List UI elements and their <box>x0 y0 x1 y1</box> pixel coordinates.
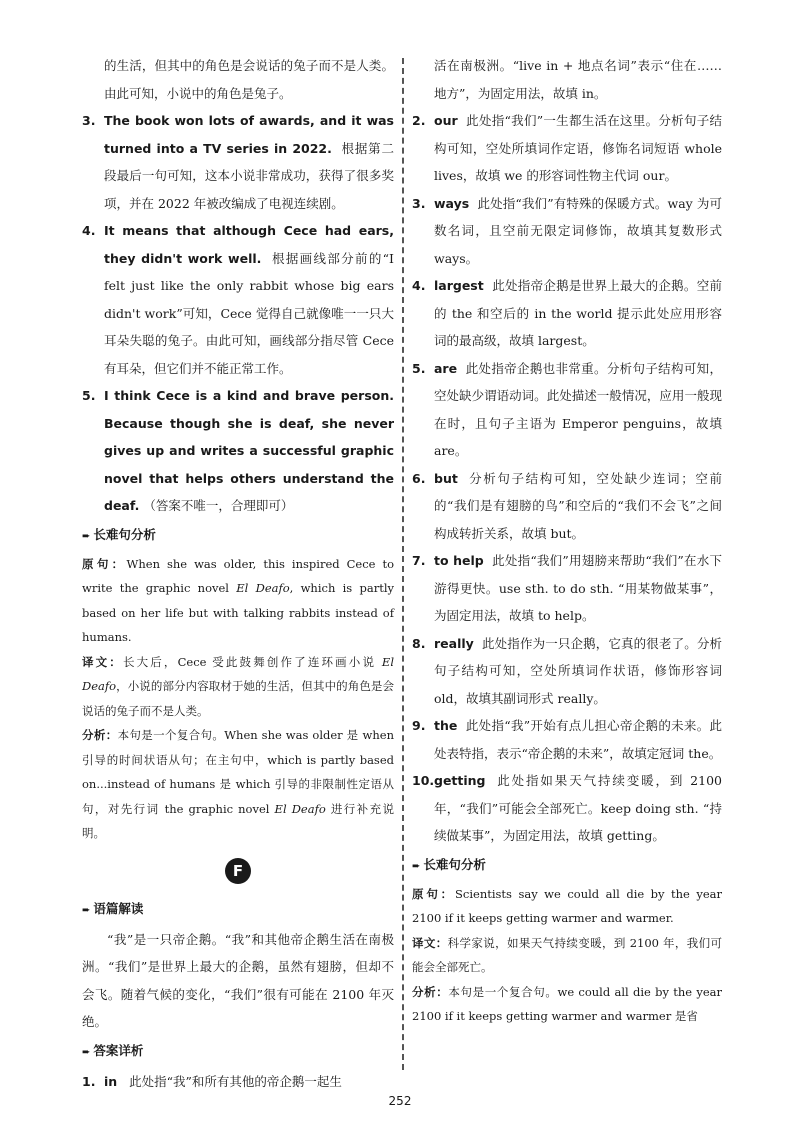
item-explanation: 此处指“我”和所有其他的帝企鹅一起生 <box>129 1073 342 1089</box>
item-answer: getting <box>434 773 486 788</box>
text: ，小说的部分内容取材于她的生活，但其中的角色是会说话的兔子而不是人类。 <box>82 679 394 718</box>
left-column <box>82 52 394 1095</box>
translation <box>412 931 722 980</box>
answer-item-9 <box>412 712 722 767</box>
text: 科学家说，如果天气持续变暖，到 2100 年，我们可能会全部死亡。 <box>412 935 723 974</box>
item-explanation: 此处指“我”开始有点儿担心帝企鹅的未来。此处表特指，表示“帝企鹅的未来”，故填定冠词 the。 <box>434 718 722 761</box>
item-explanation: 此处指“我们”有特殊的保暖方式。way 为可数名词，且空前无限定词修饰，故填其复数形式 ways。 <box>434 195 723 266</box>
original-sentence <box>82 552 394 650</box>
item-number: 1. <box>82 1073 96 1089</box>
item-explanation: （答案不唯一，合理即可） <box>143 498 294 513</box>
item-number: 6. <box>412 470 426 486</box>
label: 译文： <box>412 935 448 950</box>
answer-item-4 <box>82 217 394 382</box>
item-explanation: 此处指“我们”一生都生活在这里。分析句子结构可知，空处所填词作定语，修饰名词短语 whole lives，故填 we 的形容词性物主代词 our。 <box>434 113 722 183</box>
item-answer: largest <box>434 278 484 293</box>
text: 本句是一个复合句。When she was older 是 when 引导的时间状语从句；在主句中，which is partly based on...instead of humans 是 which 引导的非限制性定语从句，对先行词 the graphic novel <box>82 728 394 816</box>
item-number: 5. <box>412 360 426 376</box>
answer-item-7 <box>412 547 722 630</box>
item-answer: The book won lots of awards, and it was turned into a TV series in 2022. <box>104 113 394 156</box>
item-answer: ways <box>434 195 470 211</box>
right-column <box>412 52 722 1029</box>
item-number: 10. <box>412 773 435 788</box>
item-number: 7. <box>412 553 426 568</box>
item-answer: It means that although Cece had ears, they didn't work well. <box>104 223 394 266</box>
item-answer: our <box>434 113 458 128</box>
text: When she was older, this inspired Cece to write the graphic novel <box>82 556 394 595</box>
item-explanation: 此处指帝企鹅是世界上最大的企鹅。空前的 the 和空后的 in the world 提示此处应用形容词的最高级，故填 largest。 <box>434 278 722 348</box>
translation <box>82 650 394 724</box>
label: 分析： <box>82 728 118 742</box>
section-heading <box>82 1038 394 1066</box>
answer-item-5 <box>412 355 722 465</box>
section-heading-label: 语篇解读 <box>93 900 144 916</box>
answer-list <box>412 107 722 850</box>
text: 本句是一个复合句。we could all die by the year 2100 if it keeps getting warmer and warmer 是省 <box>412 984 723 1023</box>
original-sentence <box>412 882 722 931</box>
book-title: El Deafo <box>82 654 394 693</box>
item-number: 2. <box>412 113 426 128</box>
item-explanation: 根据第二段最后一句可知，这本小说非常成功，获得了很多奖项，并在 2022 年被改编成了电视连续剧。 <box>104 140 394 211</box>
book-title: El Deafo <box>236 581 290 595</box>
column-divider <box>402 58 404 1070</box>
item-number: 5. <box>82 388 96 403</box>
continued-text: 的生活，但其中的角色是会说话的兔子而不是人类。由此可知，小说中的角色是兔子。 <box>104 58 394 101</box>
item-answer: are <box>434 360 458 376</box>
text: , which is partly based on her life but with talking rabbits instead of humans. <box>82 581 394 644</box>
arrow-right-icon: ➨ <box>82 904 91 916</box>
passage-letter-badge: F <box>225 858 251 884</box>
item-explanation: 此处指帝企鹅也非常重。分析句子结构可知，空处缺少谓语动词。此处描述一般情况，应用一般现在时，且句子主语为 Emperor penguins，故填 are。 <box>434 360 722 458</box>
arrow-right-icon: ➨ <box>82 1046 91 1058</box>
answer-item-10 <box>412 767 722 850</box>
passage-summary: “我”是一只帝企鹅。“我”和其他帝企鹅生活在南极洲。“我们”是世界上最大的企鹅，虽然有翅膀，但却不会飞。随着气候的变化，“我们”很有可能在 2100 年灭绝。 <box>82 931 394 1029</box>
section-heading <box>82 896 394 924</box>
label: 分析： <box>412 984 449 999</box>
continued-text: 活在南极洲。“live in + 地点名词”表示“住在……地方”，为固定用法，故填 in。 <box>434 58 722 101</box>
book-title: El Deafo <box>274 801 326 816</box>
text: 进行补充说明。 <box>82 801 395 840</box>
item-explanation: 此处指作为一只企鹅，它真的很老了。分析句子结构可知，空处所填词作状语，修饰形容词 old，故填其副词形式 really。 <box>434 635 722 706</box>
item-number: 3. <box>82 113 96 128</box>
label: 译文： <box>82 654 123 669</box>
item-answer: I think Cece is a kind and brave person. Because though she is deaf, she never gives up and writes a successful graphic novel that helps others understand the deaf. <box>104 388 394 513</box>
answer-item-1 <box>82 1068 394 1096</box>
analysis <box>82 723 394 846</box>
item-explanation: 此处指如果天气持续变暖，到 2100 年，“我们”可能会全部死亡。keep doing sth. “持续做某事”，为固定用法，故填 getting。 <box>434 773 722 843</box>
item-number: 4. <box>412 278 426 293</box>
section-heading <box>412 852 722 880</box>
answer-item-2 <box>412 107 722 190</box>
item-answer: really <box>434 635 474 651</box>
item-explanation: 分析句子结构可知，空处缺少连词；空前的“我们是有翅膀的鸟”和空后的“我们不会飞”之间构成转折关系，故填 but。 <box>434 470 722 541</box>
label: 原句： <box>412 886 456 901</box>
answer-item-8 <box>412 630 722 713</box>
section-heading <box>82 522 394 550</box>
answer-item-3 <box>82 107 394 217</box>
text: 长大后，Cece 受此鼓舞创作了连环画小说 <box>122 654 382 669</box>
item-explanation: 根据画线部分前的“I felt just like the only rabbit whose big ears didn't work”可知，Cece 觉得自己就像唯一一只大耳朵失聪的兔子。由此可知，画线部分指尽管 Cece 有耳朵，但它们并不能正常工作。 <box>104 250 394 376</box>
section-heading-label: 长难句分析 <box>93 526 156 542</box>
item-number: 3. <box>412 195 426 211</box>
arrow-right-icon: ➨ <box>82 530 91 542</box>
label: 原句： <box>82 556 127 571</box>
answer-item-5 <box>82 382 394 520</box>
item-answer: in <box>104 1073 118 1089</box>
arrow-right-icon: ➨ <box>412 860 421 872</box>
answer-item-3 <box>412 190 722 273</box>
item-number: 9. <box>412 718 426 733</box>
item-explanation: 此处指“我们”用翅膀来帮助“我们”在水下游得更快。use sth. to do sth. “用某物做某事”，为固定用法，故填 to help。 <box>434 553 722 623</box>
text: Scientists say we could all die by the year 2100 if it keeps getting warmer and warmer. <box>412 886 723 925</box>
item-answer: but <box>434 470 458 486</box>
section-heading-label: 长难句分析 <box>423 856 486 872</box>
item-answer: to help <box>434 553 484 568</box>
passage-marker <box>82 858 394 888</box>
answer-item-6 <box>412 465 722 548</box>
answer-item-4 <box>412 272 722 355</box>
item-number: 8. <box>412 635 426 651</box>
section-heading-label: 答案详析 <box>93 1042 144 1058</box>
analysis <box>412 980 722 1029</box>
item-number: 4. <box>82 223 96 238</box>
item-answer: the <box>434 718 458 733</box>
page-number: 252 <box>388 1094 412 1108</box>
